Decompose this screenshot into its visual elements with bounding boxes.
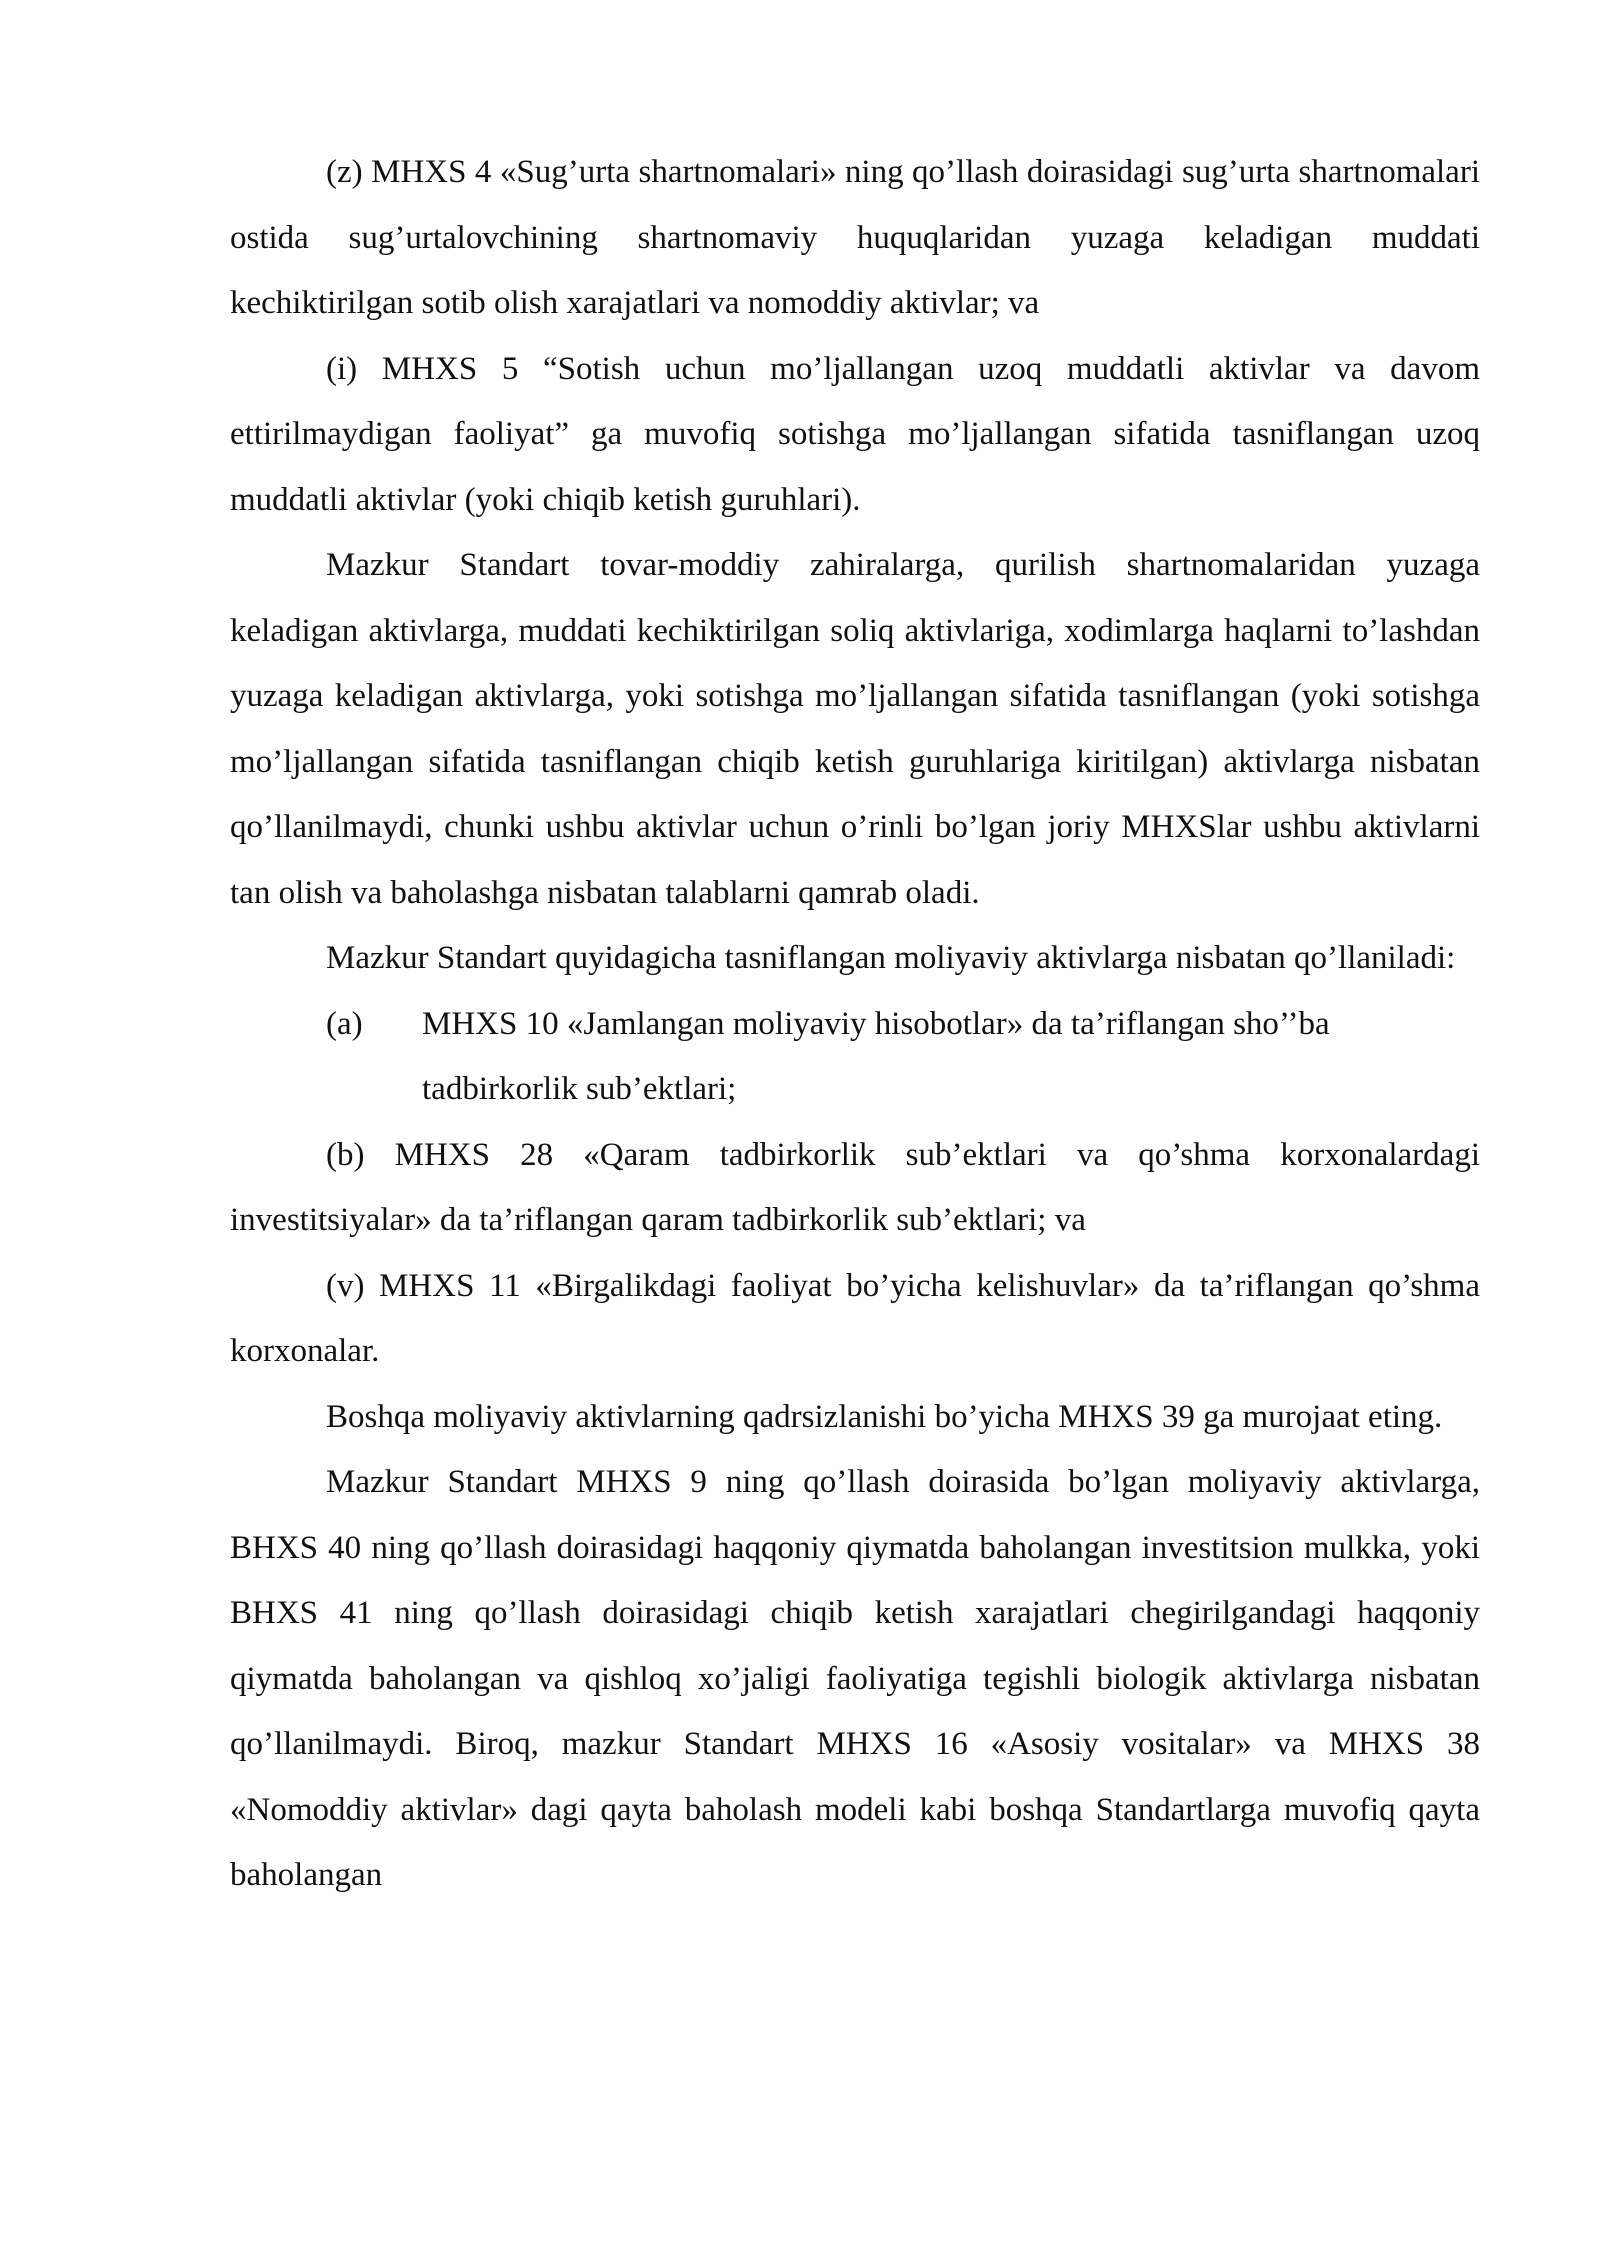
paragraph-scope-exclusions: Mazkur Standart tovar-moddiy zahiralarga, qurilish shartnomalaridan yuzaga keladigan aktivlarga, muddati kechiktirilgan soliq aktivlariga, xodimlarga haqlarni to’lashdan yuzaga keladigan aktivlarga, yoki sotishga mo’ljallangan sifatida tasniflangan (yoki sotishga mo’ljallangan sifatida tasniflangan chiqib ketish guruhlariga kiritilgan) aktivlarga nisbatan qo’llanilmaydi, chunki ushbu aktivlar uchun o’rinli bo’lgan joriy MHXSlar ushbu aktivlarni tan olish va baholashga nisbatan talablarni qamrab oladi. xyxy=(230,547,1480,911)
list-item-v: (v) MHXS 11 «Birgalikdagi faoliyat bo’yicha kelishuvlar» da ta’riflangan qo’shma korxonalar. xyxy=(230,1267,1480,1369)
paragraph-mhxs9-scope: Mazkur Standart MHXS 9 ning qo’llash doirasida bo’lgan moliyaviy aktivlarga, BHXS 40 ning qo’llash doirasidagi haqqoniy qiymatda baholangan investitsion mulkka, yoki BHXS 41 ning qo’llash doirasidagi chiqib ketish xarajatlari chegirilgandagi haqqoniy qiymatda baholangan va qishloq xo’jaligi faoliyatiga tegishli biologik aktivlarga nisbatan qo’llanilmaydi. Biroq, mazkur Standart MHXS 16 «Asosiy vositalar» va MHXS 38 «Nomoddiy aktivlar» dagi qayta baholash modeli kabi boshqa Standartlarga muvofiq qayta baholangan xyxy=(230,1464,1480,1893)
paragraph-i: (i) MHXS 5 “Sotish uchun mo’ljallangan uzoq muddatli aktivlar va davom ettirilmaydigan faoliyat” ga muvofiq sotishga mo’ljallangan sifatida tasniflangan uzoq muddatli aktivlar (yoki chiqib ketish guruhlari). xyxy=(230,350,1480,518)
paragraph-financial-assets: Mazkur Standart quyidagicha tasniflangan moliyaviy aktivlarga nisbatan qo’llaniladi: xyxy=(326,940,1456,976)
list-item-a-label: (a) xyxy=(326,1005,363,1042)
list-item-a xyxy=(230,992,1480,1123)
body-text xyxy=(230,140,1480,1909)
list-item-a-text: MHXS 10 «Jamlangan moliyaviy hisobotlar» da ta’riflangan sho’’ba tadbirkorlik sub’ektlari; xyxy=(422,1005,1330,1107)
list-item-b: (b) MHXS 28 «Qaram tadbirkorlik sub’ektlari va qo’shma korxonalardagi investitsiyalar» da ta’riflangan qaram tadbirkorlik sub’ektlari; va xyxy=(230,1136,1480,1238)
paragraph-z: (z) MHXS 4 «Sug’urta shartnomalari» ning qo’llash doirasidagi sug’urta shartnomalari ostida sug’urtalovchining shartnomaviy huquqlaridan yuzaga keladigan muddati kechiktirilgan sotib olish xarajatlari va nomoddiy aktivlar; va xyxy=(230,154,1480,321)
paragraph-other-financial-assets: Boshqa moliyaviy aktivlarning qadrsizlanishi bo’yicha MHXS 39 ga murojaat eting. xyxy=(326,1398,1443,1435)
